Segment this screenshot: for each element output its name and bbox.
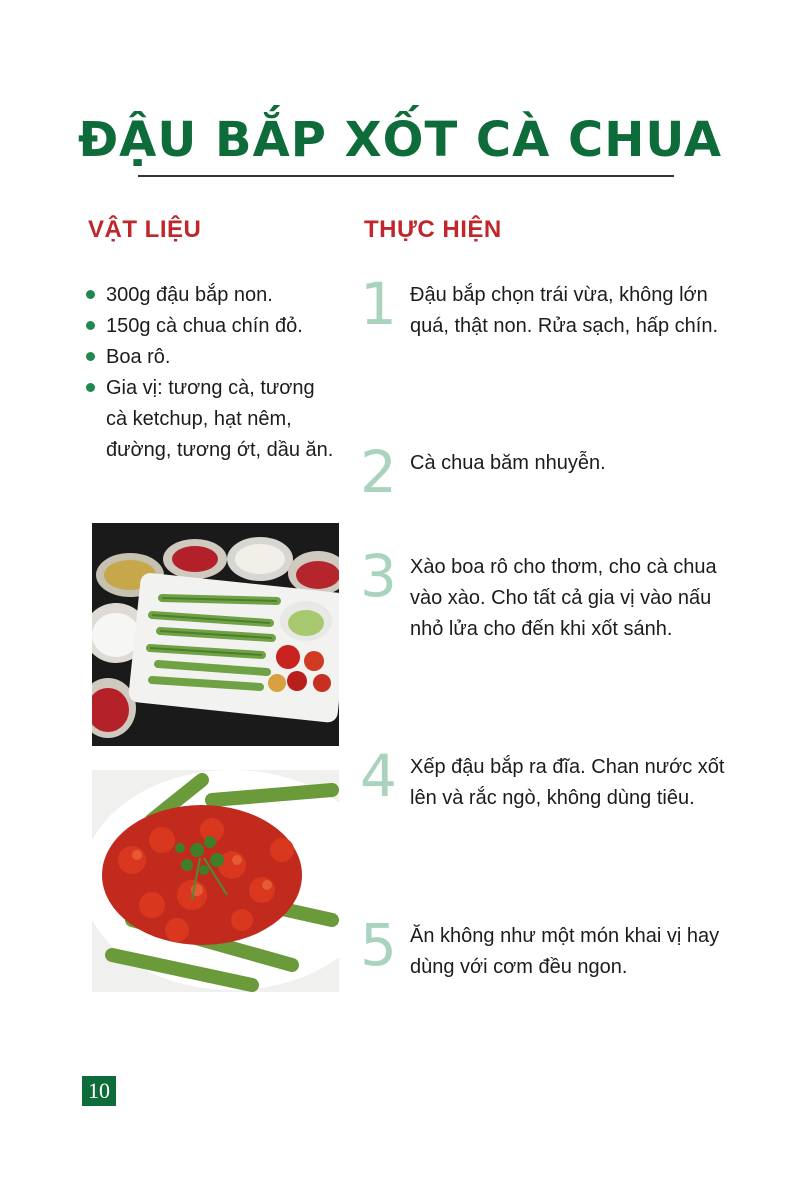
ingredient-item: 150g cà chua chín đỏ. [86,311,336,342]
step-number: 5 [360,911,397,979]
bullet-icon [86,383,95,392]
bullet-icon [86,352,95,361]
bullet-icon [86,321,95,330]
step-number: 3 [360,542,397,610]
page-number: 10 [82,1076,116,1106]
title-divider [138,175,674,177]
ingredients-photo [92,523,339,746]
ingredients-photo-illustration [92,523,339,746]
step-text: Đậu bắp chọn trái vừa, không lớn quá, thật non. Rửa sạch, hấp chín. [410,284,719,337]
finished-dish-illustration [92,770,339,992]
recipe-title: ĐẬU BẮP XỐT CÀ CHUA [77,112,723,168]
step-text: Ăn không như một món khai vị hay dùng với cơm đều ngon. [410,925,720,978]
steps-heading: THỰC HIỆN [364,216,502,243]
ingredient-item: 300g đậu bắp non. [86,280,336,311]
ingredient-item: Boa rô. [86,342,336,373]
bullet-icon [86,290,95,299]
ingredient-item: Gia vị: tương cà, tương cà ketchup, hạt nêm, đường, tương ớt, dầu ăn. [86,373,336,466]
step-number: 4 [360,742,397,810]
step-text: Cà chua băm nhuyễn. [410,452,606,474]
ingredients-list [86,280,336,466]
step-number: 2 [360,438,397,506]
ingredients-heading: VẬT LIỆU [88,216,202,243]
step-text: Xào boa rô cho thơm, cho cà chua vào xào. Cho tất cả gia vị vào nấu nhỏ lửa cho đến khi xốt sánh. [410,556,717,640]
finished-dish-photo [92,770,339,992]
step-text: Xếp đậu bắp ra đĩa. Chan nước xốt lên và rắc ngò, không dùng tiêu. [410,756,725,809]
step-number: 1 [360,270,397,338]
